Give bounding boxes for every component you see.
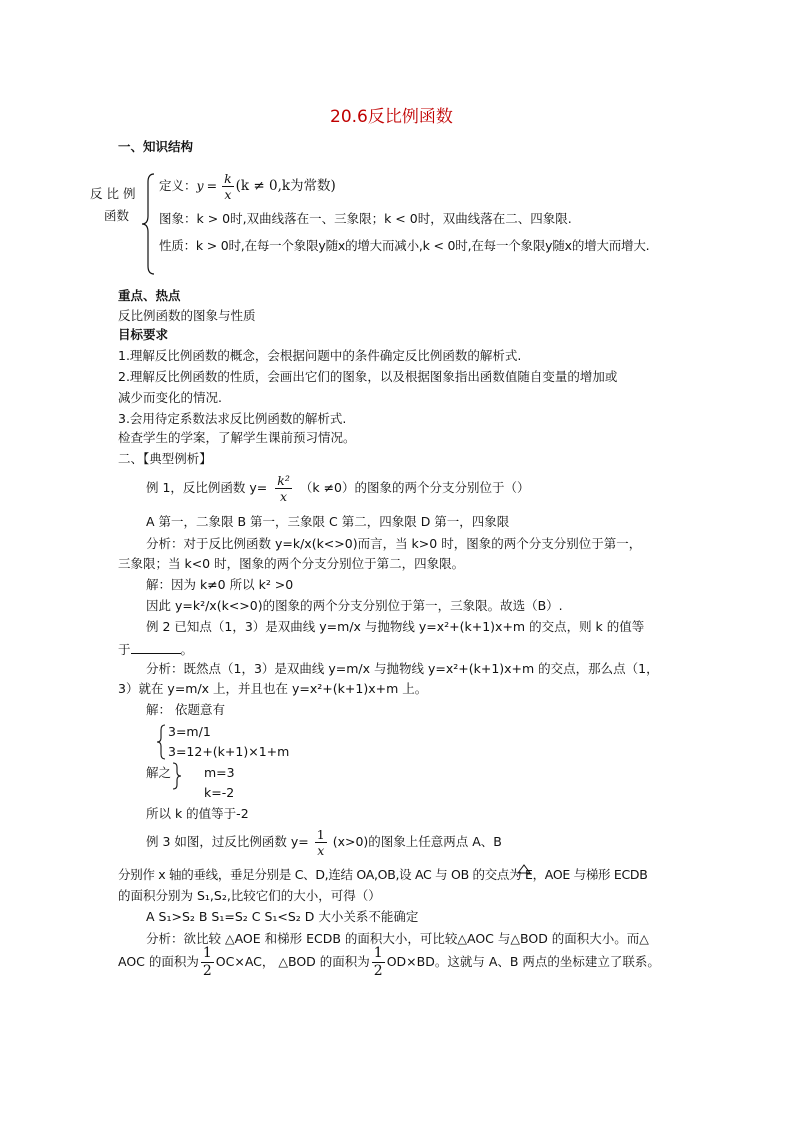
goals-heading: 目标要求 [118, 327, 169, 342]
solution-brace [172, 762, 182, 790]
concept-label [90, 188, 135, 201]
equation-1: 3=m/1 [168, 724, 211, 739]
check-line: 检查学生的学案，了解学生课前预习情况。 [118, 430, 356, 445]
example1-analysis-b: 三象限；当 k<0 时，图象的两个分支分别位于第二，四象限。 [118, 556, 465, 571]
page-title: 20.6反比例函数 [330, 107, 453, 127]
example1-suffix: （k ≠0）的图象的两个分支分别位于（） [299, 480, 530, 496]
example2-b-suffix: 。 [180, 642, 194, 657]
example2-b-prefix: 于 [118, 642, 131, 657]
definition-line [159, 172, 336, 201]
example3-suffix: (x>0)的图象上任意两点 A、B [332, 834, 502, 850]
definition-label: 定义： [159, 178, 197, 194]
example3-fraction-den: x [317, 843, 325, 859]
example1-fraction-den: x [280, 489, 288, 505]
triangle-symbol-icon [517, 864, 531, 874]
half-fraction-2-num: 1 [373, 945, 383, 961]
equation-2: 3=12+(k+1)×1+m [168, 744, 290, 759]
example2-line-a: 例 2 已知点（1，3）是双曲线 y=m/x 与抛物线 y=x²+(k+1)x+m 的交点，则 k 的值等 [146, 619, 645, 634]
example3-analysis-b2: OC×AC， △BOD 的面积为 [215, 953, 370, 969]
section-heading-knowledge: 一、知识结构 [118, 139, 194, 154]
example3-fraction-num: 1 [316, 827, 325, 842]
example3-fraction [315, 828, 327, 857]
property-line: 性质：k > 0时,在每一个象限y随x的增大而减小,k < 0时,在每一个象限y随x的增大而增大. [159, 238, 650, 253]
goal-item-1: 1.理解反比例函数的概念，会根据问题中的条件确定反比例函数的解析式. [118, 348, 522, 363]
example2-result: 所以 k 的值等于-2 [146, 806, 249, 821]
example1-options: A 第一，二象限 B 第一，三象限 C 第二，四象限 D 第一，四象限 [146, 514, 510, 529]
example3-question [146, 828, 502, 857]
key-points-text: 反比例函数的图象与性质 [118, 308, 256, 323]
example3-line-b: 分别作 x 轴的垂线，垂足分别是 C、D,连结 OA,OB,设 AC 与 OB 的交点为 E，AOE 与梯形 ECDB [118, 867, 648, 882]
half-fraction-1-num: 1 [202, 945, 212, 961]
example2-solve-label: 解： 依题意有 [146, 702, 225, 717]
def-condition: (k ≠ 0,k为常数) [235, 177, 336, 194]
def-fraction [222, 172, 234, 201]
knowledge-brace [140, 172, 156, 276]
key-points-heading: 重点、热点 [118, 288, 181, 303]
example2-analysis-b: 3）就在 y=m/x 上，并且也在 y=x²+(k+1)x+m 上。 [118, 681, 428, 696]
goal-item-2b: 减少而变化的情况. [118, 390, 222, 405]
example3-options: A S₁>S₂ B S₁=S₂ C S₁<S₂ D 大小关系不能确定 [146, 909, 419, 924]
concept-label-line2: 函数 [104, 208, 130, 223]
example1-solution: 解：因为 k≠0 所以 k² >0 [146, 577, 294, 592]
concept-label-line1: 反 比 例 [90, 186, 136, 201]
example2-line-b [118, 642, 193, 657]
example2-solve-of: 解之 [146, 765, 172, 780]
example2-analysis-a: 分析：既然点（1，3）是双曲线 y=m/x 与抛物线 y=x²+(k+1)x+m 的交点，那么点（1， [146, 661, 659, 676]
example1-question [146, 474, 530, 503]
goal-item-2a: 2.理解反比例函数的性质，会画出它们的图象，以及根据图象指出函数值随自变量的增加或 [118, 369, 618, 384]
example1-analysis-a: 分析：对于反比例函数 y=k/x(k<>0)而言，当 k>0 时，图象的两个分支分别位于第一， [146, 536, 642, 551]
example1-fraction [275, 474, 292, 503]
example1-conclusion: 因此 y=k²/x(k<>0)的图象的两个分支分别位于第一，三象限。故选（B）. [146, 598, 563, 613]
example3-line-c: 的面积分别为 S₁,S₂,比较它们的大小，可得（） [118, 888, 381, 903]
solution-k: k=-2 [204, 785, 235, 800]
def-eq: = [206, 178, 218, 194]
section-heading-examples: 二、【典型例析】 [118, 451, 212, 466]
example3-analysis-a: 分析：欲比较 △AOE 和梯形 ECDB 的面积大小，可比较△AOC 与△BOD 的面积大小。而△ [146, 931, 649, 946]
half-fraction-2 [372, 946, 385, 978]
graph-line: 图象：k > 0时,双曲线落在一、三象限；k < 0时，双曲线落在二、四象限. [159, 211, 572, 226]
def-fraction-num: k [224, 171, 232, 186]
answer-blank [131, 642, 181, 654]
example3-analysis-b [118, 946, 660, 978]
example3-analysis-b3: OD×BD。这就与 A、B 两点的坐标建立了联系。 [386, 953, 660, 969]
half-fraction-2-den: 2 [373, 962, 383, 979]
goal-item-3: 3.会用待定系数法求反比例函数的解析式. [118, 411, 347, 426]
half-fraction-1 [201, 946, 214, 978]
example1-fraction-num: k² [277, 473, 290, 488]
solution-m: m=3 [204, 765, 235, 780]
example1-prefix: 例 1，反比例函数 y= [146, 480, 268, 496]
half-fraction-1-den: 2 [202, 962, 212, 979]
example3-analysis-b1: AOC 的面积为 [118, 953, 199, 969]
def-y: y [196, 178, 204, 194]
equation-system-brace [156, 724, 166, 760]
example3-prefix: 例 3 如图，过反比例函数 y= [146, 834, 309, 850]
def-fraction-den: x [224, 187, 232, 203]
